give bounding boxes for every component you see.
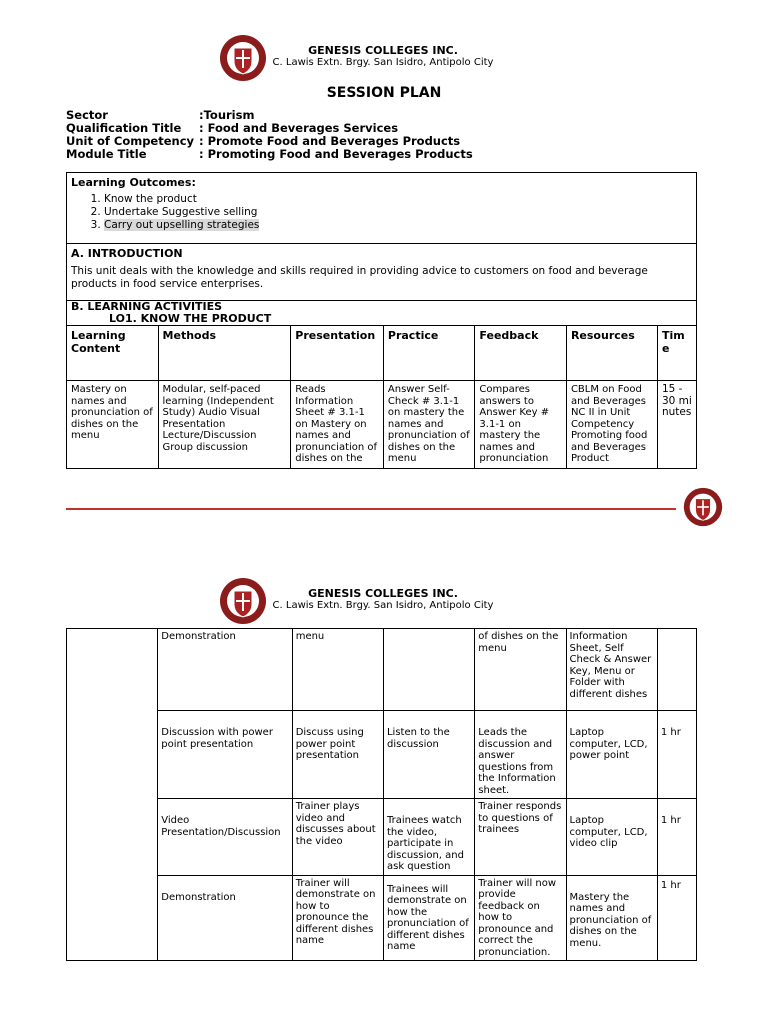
footer-divider <box>66 508 676 510</box>
org-name: GENESIS COLLEGES INC. <box>308 44 458 57</box>
cell-feedback: Compares answers to Answer Key # 3.1-1 on mastery the names and pronunciation <box>475 381 567 469</box>
cell-practice <box>383 711 474 799</box>
cell-content <box>67 629 158 961</box>
footer-seal-icon <box>683 487 723 527</box>
meta-value: : Promoting Food and Beverages Products <box>199 147 473 161</box>
methods-text: Video Presentation/Discussion <box>161 815 281 838</box>
meta-key: Module Title <box>66 147 147 161</box>
meta-value: :Tourism <box>199 108 255 122</box>
session-table <box>66 172 697 469</box>
meta-row <box>66 148 473 161</box>
practice-text: Listen to the discussion <box>386 727 450 750</box>
org-address: C. Lawis Extn. Brgy. San Isidro, Antipolo City <box>272 600 494 611</box>
page-title: SESSION PLAN <box>326 85 442 101</box>
cell-presentation <box>292 711 383 799</box>
col-header: Methods <box>158 326 291 381</box>
practice-text: Trainees watch the video, participate in discussion, and ask question <box>386 815 464 872</box>
outcome-highlight: Carry out upselling strategies <box>104 219 260 231</box>
cell-methods <box>158 799 292 876</box>
cell-practice <box>383 799 474 876</box>
cell-resources: CBLM on Food and Beverages NC II in Unit Competency Promoting food and Beverages Product <box>566 381 657 469</box>
outcome-item: 2. Undertake Suggestive selling <box>104 206 692 219</box>
table-row <box>67 799 697 876</box>
outcome-item <box>104 219 692 232</box>
college-seal-icon <box>219 577 267 625</box>
cell-time: 15 - 30 minutes <box>657 381 696 469</box>
cell-presentation: Reads Information Sheet # 3.1-1 on Mastery on names and pronunciation of dishes on the <box>291 381 384 469</box>
feedback-text: Leads the discussion and answer questions from the Information sheet. <box>478 727 556 796</box>
col-header: Feedback <box>475 326 567 381</box>
cell-time <box>657 799 696 876</box>
meta-block <box>66 109 473 161</box>
page2-header <box>0 577 768 633</box>
cell-resources <box>566 711 657 799</box>
col-header: Practice <box>383 326 475 381</box>
meta-value: : Promote Food and Beverages Products <box>199 134 461 148</box>
outcomes-list <box>71 193 692 232</box>
cell-presentation: Trainer plays video and discusses about the video <box>292 799 383 876</box>
time-text: 1 hr <box>660 879 681 891</box>
meta-key: Qualification Title <box>66 121 182 135</box>
table-row <box>67 629 697 711</box>
cell-feedback: Trainer will now provide feedback on how to pronounce and correct the pronunciation. <box>475 875 566 961</box>
cell-resources <box>566 799 657 876</box>
cell-feedback: Trainer responds to questions of trainees <box>475 799 566 876</box>
session-table-continued <box>66 628 697 961</box>
introduction-cell <box>67 244 697 301</box>
meta-key: Unit of Competency <box>66 134 195 148</box>
cell-time <box>657 629 696 711</box>
activities-label: B. LEARNING ACTIVITIES <box>71 300 223 313</box>
activities-sublabel: LO1. KNOW THE PRODUCT <box>109 312 272 325</box>
methods-text: Demonstration <box>161 891 236 903</box>
org-name: GENESIS COLLEGES INC. <box>308 587 458 600</box>
cell-practice <box>383 875 474 961</box>
table-row <box>67 381 697 469</box>
cell-practice: Answer Self-Check # 3.1-1 on mastery the names and pronunciation of dishes on the menu <box>383 381 475 469</box>
outcomes-label: Learning Outcomes: <box>71 176 196 189</box>
cell-content: Mastery on names and pronunciation of dishes on the menu <box>67 381 159 469</box>
resources-text: Laptop computer, LCD, power point <box>569 727 648 761</box>
cell-methods <box>158 875 292 961</box>
col-header: Time <box>657 326 696 381</box>
table-row <box>67 875 697 961</box>
cell-methods: Demonstration <box>158 629 292 711</box>
cell-practice <box>383 629 474 711</box>
cell-resources <box>566 875 657 961</box>
outcome-item: 1. Know the product <box>104 193 692 206</box>
methods-text: Discussion with power point presentation <box>161 727 273 750</box>
cell-presentation: Trainer will demonstrate on how to pronounce the different dishes name <box>292 875 383 961</box>
practice-text: Trainees will demonstrate on how the pronunciation of different dishes name <box>386 883 469 952</box>
org-address: C. Lawis Extn. Brgy. San Isidro, Antipolo City <box>272 57 494 68</box>
learning-outcomes-cell <box>67 173 697 244</box>
time-text: 1 hr <box>660 815 681 826</box>
col-header: Resources <box>566 326 657 381</box>
page1-header <box>0 34 768 90</box>
cell-feedback: of dishes on the menu <box>475 629 566 711</box>
college-seal-icon <box>219 34 267 82</box>
meta-key: Sector <box>66 108 108 122</box>
cell-methods: Modular, self-paced learning (Independent Study) Audio Visual Presentation Lecture/Discussion Group discussion <box>158 381 291 469</box>
intro-text: This unit deals with the knowledge and skills required in providing advice to customers on food and beverage products in food service enterprises. <box>71 265 648 290</box>
col-header: Presentation <box>291 326 384 381</box>
cell-feedback <box>475 711 566 799</box>
cell-methods <box>158 711 292 799</box>
col-header: Learning Content <box>67 326 159 381</box>
cell-time <box>657 875 696 961</box>
meta-value: : Food and Beverages Services <box>199 121 399 135</box>
intro-label: A. INTRODUCTION <box>71 247 183 260</box>
activities-heading-cell <box>67 301 697 326</box>
time-text: 1 hr <box>660 727 681 738</box>
resources-text: Laptop computer, LCD, video clip <box>569 815 648 849</box>
resources-text: Mastery the names and pronunciation of dishes on the menu. <box>569 891 652 949</box>
table-row <box>67 711 697 799</box>
presentation-text: Discuss using power point presentation <box>295 727 364 761</box>
cell-time <box>657 711 696 799</box>
cell-resources: Information Sheet, Self Check & Answer Key, Menu or Folder with different dishes <box>566 629 657 711</box>
cell-presentation: menu <box>292 629 383 711</box>
